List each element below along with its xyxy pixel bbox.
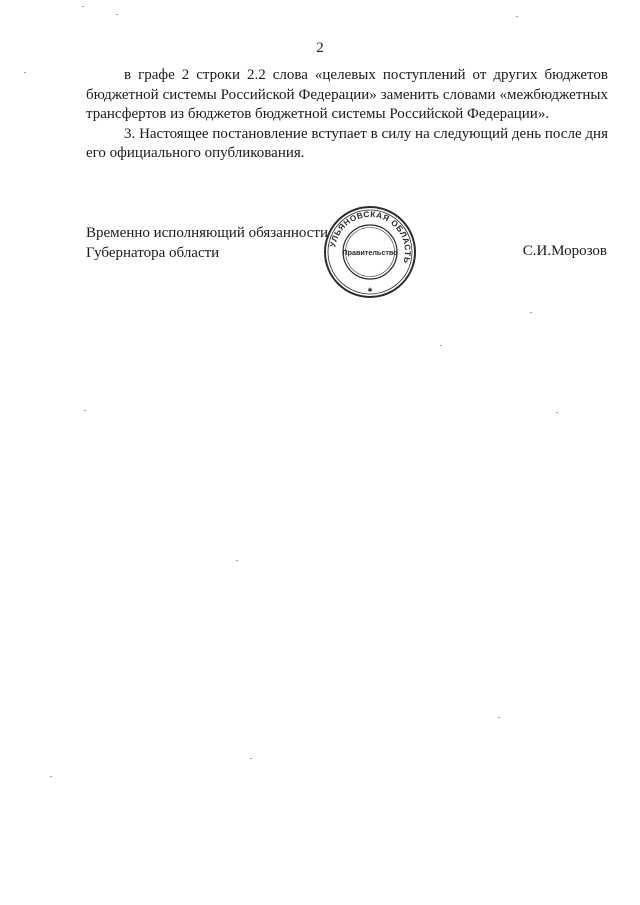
official-seal (322, 204, 418, 300)
scan-speck (116, 14, 118, 15)
paragraph-amendment: в графе 2 строки 2.2 слова «целевых поступлений от других бюджетов бюджетной системы Российской Федерации» заменить словами «межбюджетных трансфертов из бюджетов бюджетной системы Российской Федерации». (86, 67, 608, 122)
scan-speck (84, 410, 86, 411)
paragraph-effective-date: 3. Настоящее постановление вступает в силу на следующий день после дня его официального опубликования. (86, 125, 608, 161)
signatory-position-line2: Губернатора области (86, 245, 220, 261)
seal-outer-text: УЛЬЯНОВСКАЯ ОБЛАСТЬ (328, 209, 413, 265)
scan-speck (24, 72, 26, 73)
scan-speck (50, 776, 52, 777)
seal-star-icon: ✱ (367, 288, 373, 294)
seal-center-text: Правительство (342, 248, 398, 257)
scan-speck (82, 6, 84, 7)
signatory-name: С.И.Морозов (522, 243, 607, 259)
scan-speck (516, 16, 518, 17)
document-body (86, 66, 608, 164)
scan-speck (498, 717, 500, 718)
scan-speck (556, 412, 558, 413)
scan-speck (236, 560, 238, 561)
scan-speck (250, 758, 252, 759)
signatory-position-line1: Временно исполняющий обязанности (86, 225, 329, 241)
page-number: 2 (316, 40, 324, 56)
scan-speck (530, 312, 532, 313)
signatory-position (86, 223, 328, 263)
scan-speck (440, 345, 442, 346)
